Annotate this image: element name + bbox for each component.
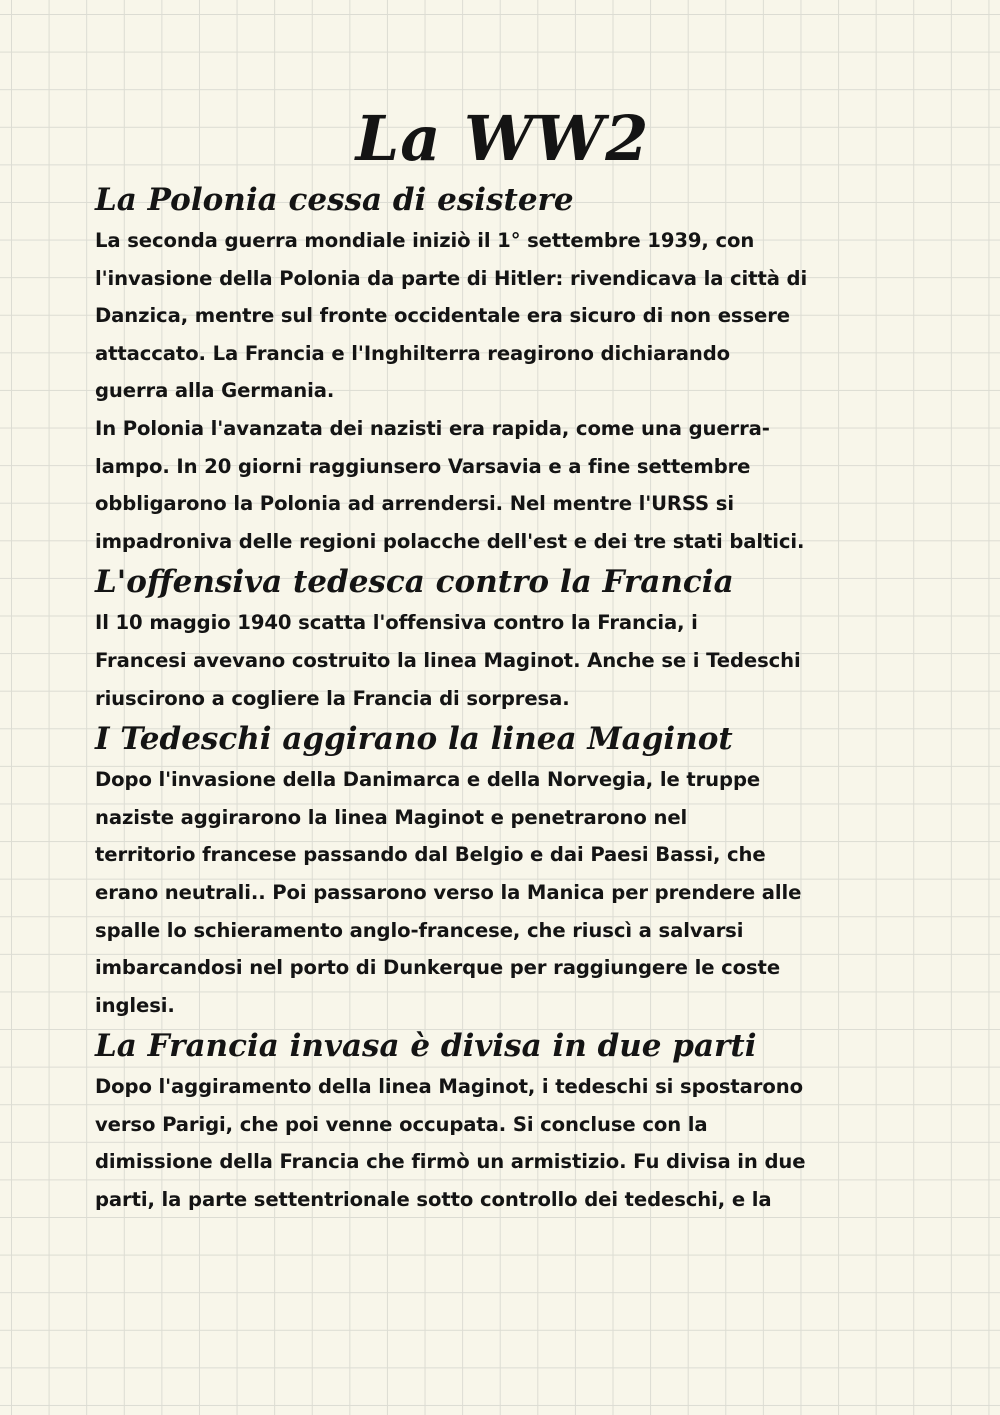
text-line: La seconda guerra mondiale iniziò il 1° settembre 1939, con [95, 229, 755, 252]
text-line: guerra alla Germania. [95, 379, 335, 403]
text-line: inglesi. [95, 993, 175, 1017]
text-line: impadroniva delle regioni polacche dell'est e dei tre stati baltici. [95, 529, 805, 553]
document-page [95, 100, 910, 1219]
text-line: Danzica, mentre sul fronte occidentale era sicuro di non essere [95, 304, 790, 328]
text-line: In Polonia l'avanzata dei nazisti era rapida, come una guerra- [95, 416, 770, 440]
paragraph [95, 604, 910, 717]
text-line: naziste aggirarono la linea Maginot e penetrarono nel [95, 805, 688, 829]
text-line: dimissione della Francia che firmò un armistizio. Fu divisa in due [95, 1150, 806, 1174]
paragraph [95, 761, 910, 1024]
text-line: riuscirono a cogliere la Francia di sorpresa. [95, 686, 570, 710]
text-line: verso Parigi, che poi venne occupata. Si concluse con la [95, 1112, 708, 1136]
text-line: parti, la parte settentrionale sotto controllo dei tedeschi, e la [95, 1188, 772, 1212]
page-title: La WW2 [355, 102, 650, 175]
text-line: lampo. In 20 giorni raggiunsero Varsavia e a fine settembre [95, 454, 751, 478]
section-heading: La Francia invasa è divisa in due parti [95, 1028, 757, 1065]
text-line: imbarcandosi nel porto di Dunkerque per raggiungere le coste [95, 956, 781, 980]
paragraph [95, 222, 910, 410]
section-polonia [95, 178, 910, 560]
section-heading: I Tedeschi aggirano la linea Maginot [95, 721, 733, 758]
text-line: spalle lo schieramento anglo-francese, che riuscì a salvarsi [95, 918, 744, 942]
text-line: l'invasione della Polonia da parte di Hitler: rivendicava la città di [95, 266, 808, 290]
text-line: territorio francese passando dal Belgio e dai Paesi Bassi, che [95, 843, 766, 867]
paragraph [95, 1068, 910, 1218]
text-line: attaccato. La Francia e l'Inghilterra reagirono dichiarando [95, 341, 731, 365]
text-line: erano neutrali.. Poi passarono verso la Manica per prendere alle [95, 880, 802, 904]
section-offensiva-francia [95, 560, 910, 717]
section-heading: L'offensiva tedesca contro la Francia [95, 564, 734, 601]
text-line: Dopo l'aggiramento della linea Maginot, i tedeschi si spostarono [95, 1075, 803, 1099]
text-line: obbligarono la Polonia ad arrendersi. Nel mentre l'URSS si [95, 492, 734, 516]
section-heading: La Polonia cessa di esistere [95, 182, 574, 218]
section-linea-maginot [95, 717, 910, 1024]
paragraph [95, 410, 910, 560]
text-line: Il 10 maggio 1940 scatta l'offensiva contro la Francia, i [95, 611, 698, 635]
text-line: Francesi avevano costruito la linea Maginot. Anche se i Tedeschi [95, 648, 801, 672]
section-francia-divisa [95, 1024, 910, 1218]
text-line: Dopo l'invasione della Danimarca e della Norvegia, le truppe [95, 768, 761, 792]
